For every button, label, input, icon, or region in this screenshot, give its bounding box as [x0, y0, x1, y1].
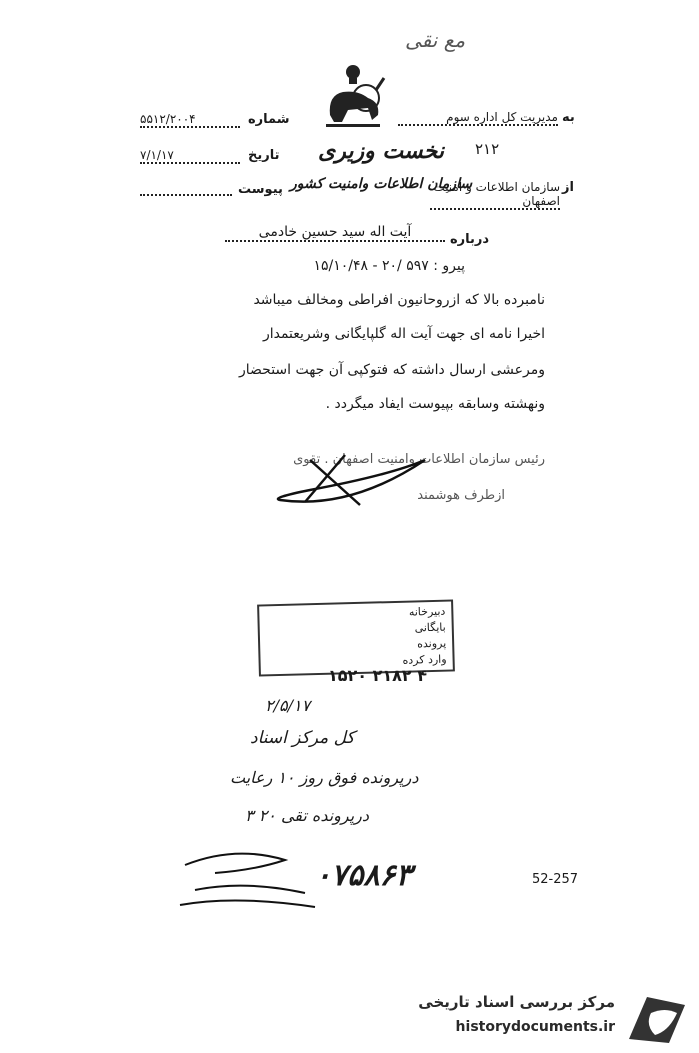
handwritten-date: ۲/۵/۱۷ [265, 696, 311, 715]
stamp-line-3: پرونده [416, 636, 447, 651]
from-label: از [562, 180, 574, 195]
organization-title: سازمان اطلاعات وامنیت کشور [290, 176, 473, 192]
signature-line-2: ازطرف هوشمند [417, 488, 505, 503]
file-number: ۰۷۵۸۶۳ [315, 858, 412, 893]
enclosure-value [140, 182, 232, 196]
number-label: شماره [248, 112, 290, 127]
body-line-2: اخیرا نامه ای جهت آیت اله گلپایگانی وشریعتمدار [262, 326, 545, 342]
handwritten-note-1: کل مرکز اسناد [250, 728, 355, 748]
date-label: تاریخ [248, 148, 280, 163]
margin-note: مع نقی [405, 28, 466, 52]
lion-and-sun-emblem-icon [318, 60, 388, 135]
subject-label: درباره [450, 232, 490, 247]
signature-scribble-icon [250, 440, 450, 520]
number-code: ۲۱۲ [475, 140, 500, 158]
page-code: 52-257 [532, 872, 579, 887]
archive-logo-icon [625, 991, 689, 1047]
number-value: ۵۵۱۲/۲۰۰۴ [140, 112, 240, 128]
registry-stamp [257, 599, 455, 676]
subject-value: آیت اله سید حسین خادمی [225, 224, 445, 242]
stamp-number: ۱۵۲۰ ۲۱۸۲ ۴ [328, 666, 428, 685]
stamp-line-1: دبیرخانه [408, 604, 446, 619]
ministry-title: نخست وزیری [318, 138, 444, 164]
stamp-line-2: بایگانی [414, 620, 446, 635]
to-value: مدیریت کل اداره سوم [398, 110, 558, 126]
stamp-line-4: وارد کرده [402, 652, 447, 667]
handwritten-note-3: درپرونده تقی ۲۰ ۳ [245, 806, 370, 825]
watermark-url: historydocuments.ir [455, 1019, 615, 1035]
body-line-4: ونهشته وسابقه بپیوست ایفاد میگردد . [325, 396, 545, 412]
signature-line-1: رئیس سازمان اطلاعات وامنیت اصفهان . تقوی [293, 452, 545, 467]
reference-line: پیرو : ۵۹۷ /۲۰ - ۱۵/۱۰/۴۸ [313, 258, 465, 274]
handwritten-note-2: درپرونده فوق روز ۱۰ رعایت [230, 768, 419, 787]
enclosure-label: پیوست [238, 182, 283, 197]
from-value: سازمان اطلاعات و امنیت اصفهان [430, 180, 560, 210]
handwritten-signature-icon [175, 835, 325, 915]
body-line-1: نامبرده بالا که ازروحانیون افراطی ومخالف میباشد [253, 292, 545, 308]
watermark-title: مرکز بررسی اسناد تاریخی [418, 993, 615, 1011]
date-value: ۷/۱/۱۷ [140, 148, 240, 164]
to-label: به [562, 110, 575, 125]
watermark [410, 985, 699, 1053]
body-line-3: ومرعشی ارسال داشته که فتوکپی آن جهت استحضار [238, 362, 545, 378]
